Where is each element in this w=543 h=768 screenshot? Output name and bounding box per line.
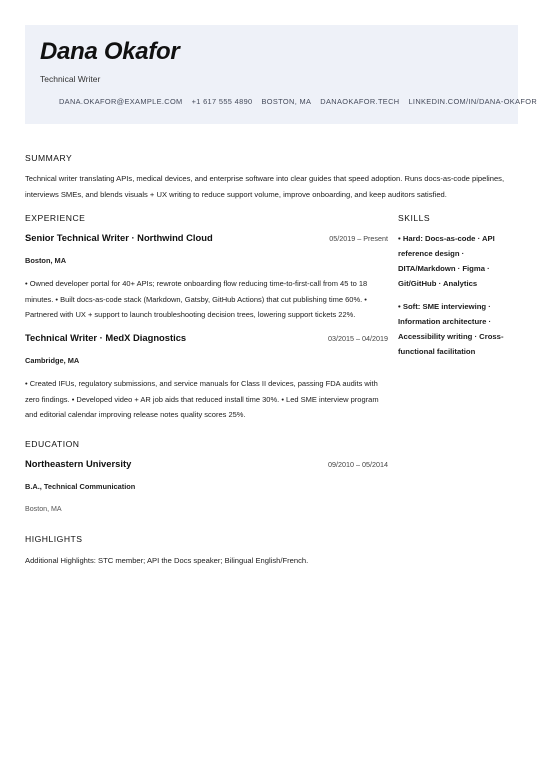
contact-line — [59, 97, 537, 106]
job-location-2: Cambridge, MA — [25, 356, 80, 365]
contact-email[interactable]: DANA.OKAFOR@EXAMPLE.COM — [59, 97, 183, 106]
resume-header — [25, 25, 538, 124]
skills-heading: SKILLS — [398, 213, 431, 223]
job-dates-1: 05/2019 – Present — [329, 234, 388, 243]
education-school: Northeastern University — [25, 458, 132, 469]
contact-location: BOSTON, MA — [261, 97, 312, 106]
candidate-title: Technical Writer — [40, 74, 101, 84]
skills-soft: • Soft: SME interviewing · Information architecture · Accessibility writing · Cross-functional facilitation — [398, 302, 504, 356]
job-location-1: Boston, MA — [25, 256, 67, 265]
education-location: Boston, MA — [25, 505, 62, 513]
job-bullets-2: • Created IFUs, regulatory submissions, and service manuals for Class II devices, passing FDA audits with zero findings. • Developed video + AR job aids that reduced install time 30%. • Led SME interview program and editorial calendar improving release notes quality scores 25%. — [25, 379, 379, 420]
job-bullets-1: • Owned developer portal for 40+ APIs; rewrote onboarding flow reducing time-to-first-call from 45 to 18 minutes. • Built docs-as-code stack (Markdown, Gatsby, GitHub Actions) that cut publishing time 60%. • Partnered with UX + support to launch troubleshooting decision trees, lowering support tickets 22%. — [25, 279, 368, 320]
skills-hard: • Hard: Docs-as-code · API reference design · DITA/Markdown · Figma · Git/GitHub · Analytics — [398, 234, 495, 288]
experience-heading: EXPERIENCE — [25, 213, 86, 223]
summary-text: Technical writer translating APIs, medical devices, and enterprise software into clear guides that speed adoption. Runs docs-as-code pipelines, interviews SMEs, and blends visuals + UX writing to reduce support volume, improve onboarding, and keep auditors satisfied. — [25, 174, 505, 199]
job-title-1: Senior Technical Writer · Northwind Cloud — [25, 232, 213, 243]
summary-heading: SUMMARY — [25, 153, 73, 163]
job-dates-2: 03/2015 – 04/2019 — [328, 334, 388, 343]
education-dates: 09/2010 – 05/2014 — [328, 460, 388, 469]
contact-linkedin[interactable]: LINKEDIN.COM/IN/DANA-OKAFOR — [408, 97, 538, 106]
highlights-text: Additional Highlights: STC member; API the Docs speaker; Bilingual English/French. — [25, 556, 309, 565]
contact-website[interactable]: DANAOKAFOR.TECH — [320, 97, 400, 106]
contact-phone[interactable]: +1 617 555 4890 — [191, 97, 253, 106]
highlights-heading: HIGHLIGHTS — [25, 534, 83, 544]
education-degree: B.A., Technical Communication — [25, 482, 136, 491]
job-title-2: Technical Writer · MedX Diagnostics — [25, 332, 187, 343]
education-heading: EDUCATION — [25, 439, 80, 449]
candidate-name: Dana Okafor — [40, 38, 180, 65]
